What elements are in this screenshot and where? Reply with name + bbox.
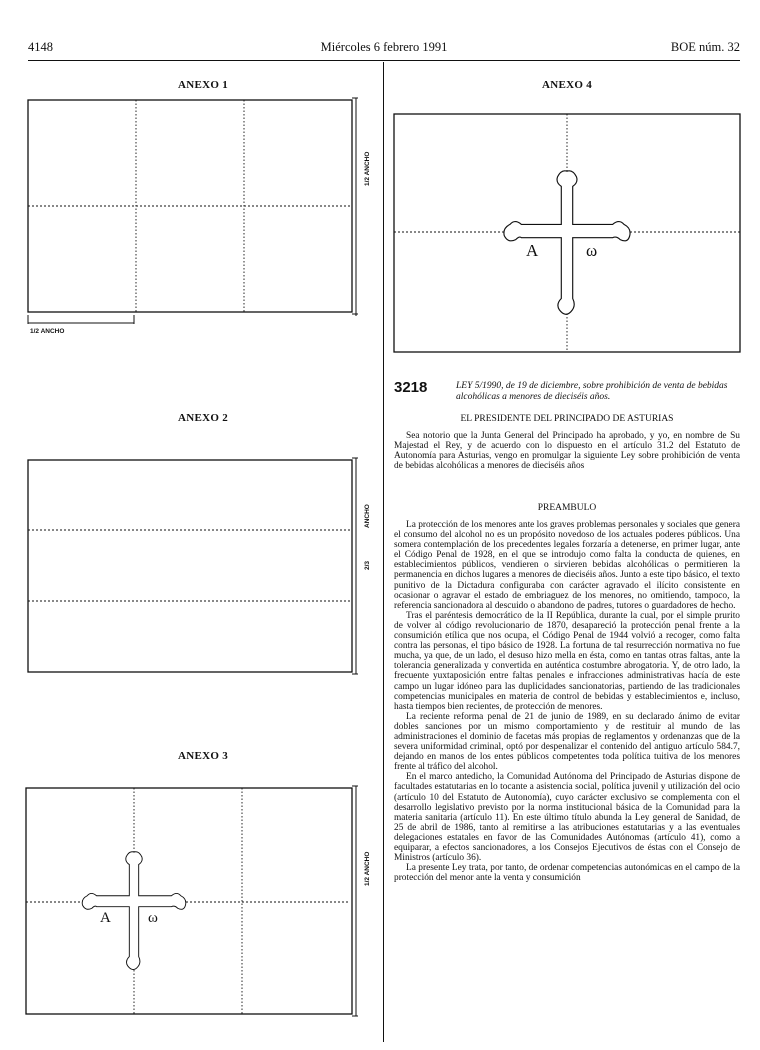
anexo-3-flag-diagram [24, 784, 361, 1020]
header-rule [28, 60, 740, 61]
page-header [28, 40, 740, 60]
anexo-1-bottom-label: 1/2 ANCHO [30, 328, 65, 335]
anexo-1-flag-diagram [26, 96, 361, 322]
anexo-2-side-label-b: 2/3 [364, 560, 371, 570]
svg-text:ω: ω [586, 241, 598, 260]
column-divider [383, 62, 384, 1042]
anexo-2-side-label-a: ANCHO [364, 504, 371, 528]
law-title: LEY 5/1990, de 19 de diciembre, sobre prohibición de venta de bebidas alcohólicas a menores de dieciséis años. [456, 381, 728, 402]
preambulo-paragraph: En el marco antedicho, la Comunidad Autónoma del Principado de Asturias dispone de facultades estatutarias en lo tocante a asistencia social, política juvenil y utilización del ocio (artículo 10 del Estatuto de Autonomía), cuyo carácter exclusivo se complementa con el desarrollo legislativo previsto por la norma institucional básica de la Comunidad para la materia sanitaria (artículo 11). En este último título abunda la Ley general de Sanidad, de 25 de abril de 1986, tanto al remitirse a las atribuciones estatutarias y a las eventuales delegaciones estatales en favor de las Comunidades Autónomas (artículo 41), como a equiparar, a efectos sancionadores, a los Consejos Ejecutivos de éstas con el Consejo de Ministros (artículo 36). [394, 772, 740, 864]
anexo-4-title: ANEXO 4 [541, 79, 593, 91]
victory-cross-icon [504, 171, 630, 314]
preambulo-paragraph: La presente Ley trata, por tanto, de ordenar competencias autonómicas en el campo de la protección del menor ante la venta y consumición [394, 863, 740, 884]
preambulo-heading-block [394, 503, 740, 513]
intro-block [394, 431, 740, 471]
page-number: 4148 [28, 40, 53, 54]
victory-cross-icon [82, 852, 186, 970]
intro-paragraph: Sea notorio que la Junta General del Principado ha aprobado, y yo, en nombre de Su Majestad el Rey, y de acuerdo con lo dispuesto en el artículo 31.2 del Estatuto de Autonomía para Asturias, vengo en promulgar la siguiente Ley sobre prohibición de venta de bebidas alcohólicas a menores de dieciséis años [394, 431, 740, 472]
anexo-3-side-label: 1/2 ANCHO [364, 851, 371, 886]
preambulo-paragraph: La reciente reforma penal de 21 de junio de 1989, en su declarado ánimo de evitar dobles sanciones por un mismo comportamiento y de restituir al mundo de las administraciones el dominio de facetas más propias de reglamentos y ordenanzas que de la severa uniformidad criminal, optó por despenalizar el contenido del antiguo artículo 584.7, dejando en manos de los entes públicos competentes toda política tuitiva de los menores frente al tráfico del alcohol. [394, 711, 740, 773]
preambulo-body [394, 520, 740, 883]
anexo-1-side-label: 1/2 ANCHO [364, 151, 371, 186]
svg-text:A: A [100, 910, 111, 926]
preambulo-paragraph: Tras el paréntesis democrático de la II República, durante la cual, por el simple prurito de volver al código revolucionario de 1870, desapareció la protección penal frente a la consumición etílica que nos ocupa, el Código Penal de 1944 volvió a recoger, como falta contra las personas, el tipo básico de 1928. La fortuna de tal resurrección normativa no fue mucha, ya que, de un lado, el desuso hizo mella en ésta, como en tantas otras faltas, ante la tolerancia generalizada y convertida en auténtica costumbre abrogatoria. Y, de otro lado, la frecuente yuxtaposición entre faltas penales e infracciones administrativas hacía de este campo un lugar idóneo para las duplicidades sancionatorias, partiendo de las tradicionales competencias municipales en materia de control de bebidas y establecimientos e, incluso, hasta tiempos bien recientes, de protección de menores. [394, 610, 740, 712]
president-line-block [394, 414, 740, 424]
preambulo-paragraph: La protección de los menores ante los graves problemas personales y sociales que genera el consumo del alcohol no es un propósito novedoso de los actuales poderes públicos. Una somera contemplación de los precedentes legales forzaría a detenerse, en primer lugar, ante el Código Penal de 1928, en el que se introdujo como falta la conducta de quienes, en establecimientos públicos, vendieren o sirvieren bebidas alcohólicas o permitieren la permanencia en dichos lugares a menores de dieciséis años. Junto a este tipo básico, el texto punitivo de la Dictadura configuraba con carácter agravado el ilícito consistente en ocasionar o agravar el estado de embriaguez de los menores, no omitiendo, tampoco, la referencia sancionadora al descuido o abandono de padres, tutores o guardadores de hecho. [394, 520, 740, 611]
publication-date: Miércoles 6 febrero 1991 [320, 40, 448, 54]
journal-issue: BOE núm. 32 [670, 40, 740, 54]
preambulo-title: PREAMBULO [537, 503, 597, 513]
anexo-2-flag-diagram [26, 456, 361, 678]
president-line: EL PRESIDENTE DEL PRINCIPADO DE ASTURIAS [460, 414, 674, 424]
svg-text:ω: ω [148, 910, 158, 926]
anexo-4-flag-diagram [392, 110, 742, 356]
law-number: 3218 [394, 379, 428, 396]
anexo-1-title: ANEXO 1 [177, 79, 229, 91]
svg-text:A: A [526, 241, 539, 260]
anexo-2-title: ANEXO 2 [177, 412, 229, 424]
anexo-3-title: ANEXO 3 [177, 750, 229, 762]
